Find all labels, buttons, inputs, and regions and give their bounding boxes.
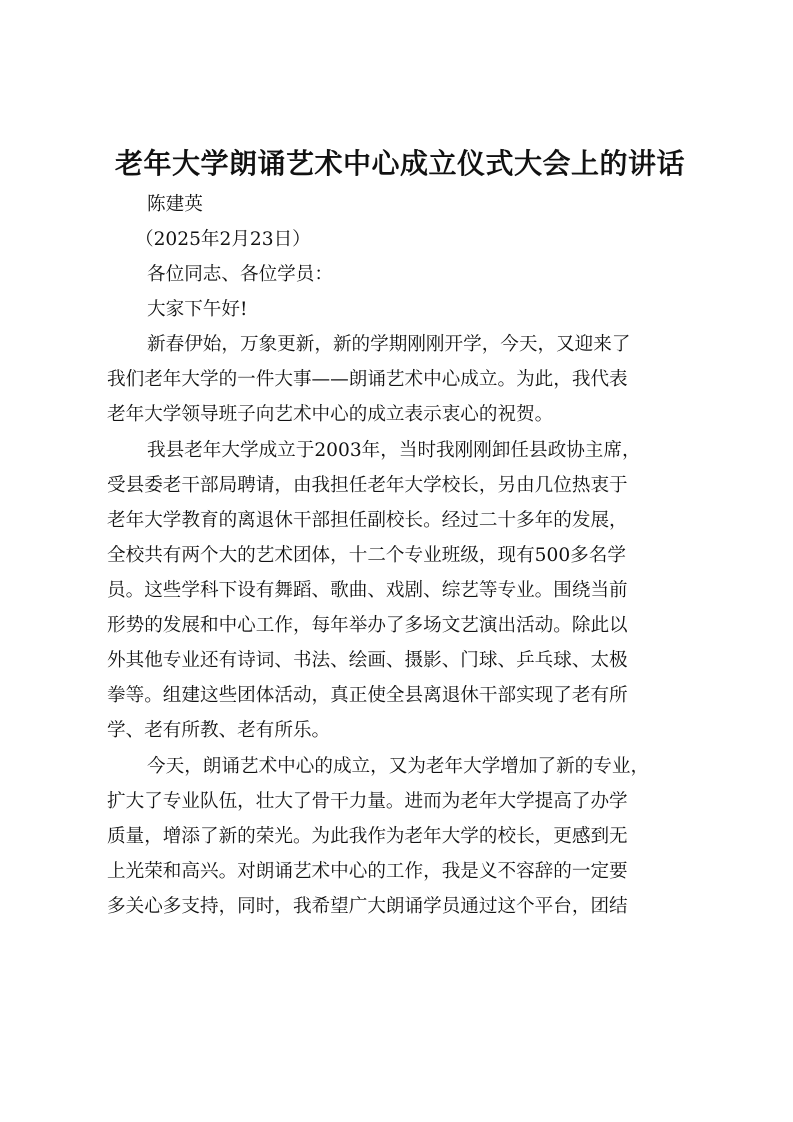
paragraph-line: 学、老有所教、老有所乐。	[107, 720, 331, 741]
paragraph-line: 老年大学教育的离退休干部担任副校长。经过二十多年的发展，	[107, 510, 628, 531]
paragraph-line: 质量，增添了新的荣光。为此我作为老年大学的校长，更感到无	[107, 826, 628, 847]
paragraph-line: 员。这些学科下设有舞蹈、歌曲、戏剧、综艺等专业。围绕当前	[107, 580, 628, 601]
document-body	[107, 187, 693, 924]
salutation: 各位同志、各位学员：	[147, 264, 333, 285]
document-title: 老年大学朗诵艺术中心成立仪式大会上的讲话	[114, 147, 685, 180]
paragraph-1	[107, 327, 693, 432]
paragraph-line: 今天，朗诵艺术中心的成立，又为老年大学增加了新的专业，	[147, 756, 650, 777]
speech-date: （2025年2月23日）	[135, 229, 311, 250]
paragraph-line: 我县老年大学成立于2003年，当时我刚刚卸任县政协主席，	[147, 440, 641, 461]
paragraph-line: 形势的发展和中心工作，每年举办了多场文艺演出活动。除此以	[107, 615, 628, 636]
paragraph-line: 拳等。组建这些团体活动，真正使全县离退休干部实现了老有所	[107, 685, 628, 706]
paragraph-line: 扩大了专业队伍，壮大了骨干力量。进而为老年大学提高了办学	[107, 791, 628, 812]
paragraph-line: 新春伊始，万象更新，新的学期刚刚开学，今天，又迎来了	[147, 334, 631, 355]
paragraph-line: 受县委老干部局聘请，由我担任老年大学校长，另由几位热衷于	[107, 475, 628, 496]
paragraph-3	[107, 749, 693, 924]
paragraph-line: 外其他专业还有诗词、书法、绘画、摄影、门球、乒乓球、太极	[107, 650, 628, 671]
author-name: 陈建英	[147, 194, 203, 215]
paragraph-line: 上光荣和高兴。对朗诵艺术中心的工作，我是义不容辞的一定要	[107, 861, 628, 882]
greeting: 大家下午好!	[147, 299, 248, 320]
paragraph-line: 全校共有两个大的艺术团体，十二个专业班级，现有500多名学	[107, 545, 626, 566]
paragraph-line: 我们老年大学的一件大事——朗诵艺术中心成立。为此，我代表	[107, 369, 628, 390]
paragraph-line: 多关心多支持，同时，我希望广大朗诵学员通过这个平台，团结	[107, 896, 628, 917]
paragraph-2	[107, 433, 693, 748]
paragraph-line: 老年大学领导班子向艺术中心的成立表示衷心的祝贺。	[107, 404, 554, 425]
